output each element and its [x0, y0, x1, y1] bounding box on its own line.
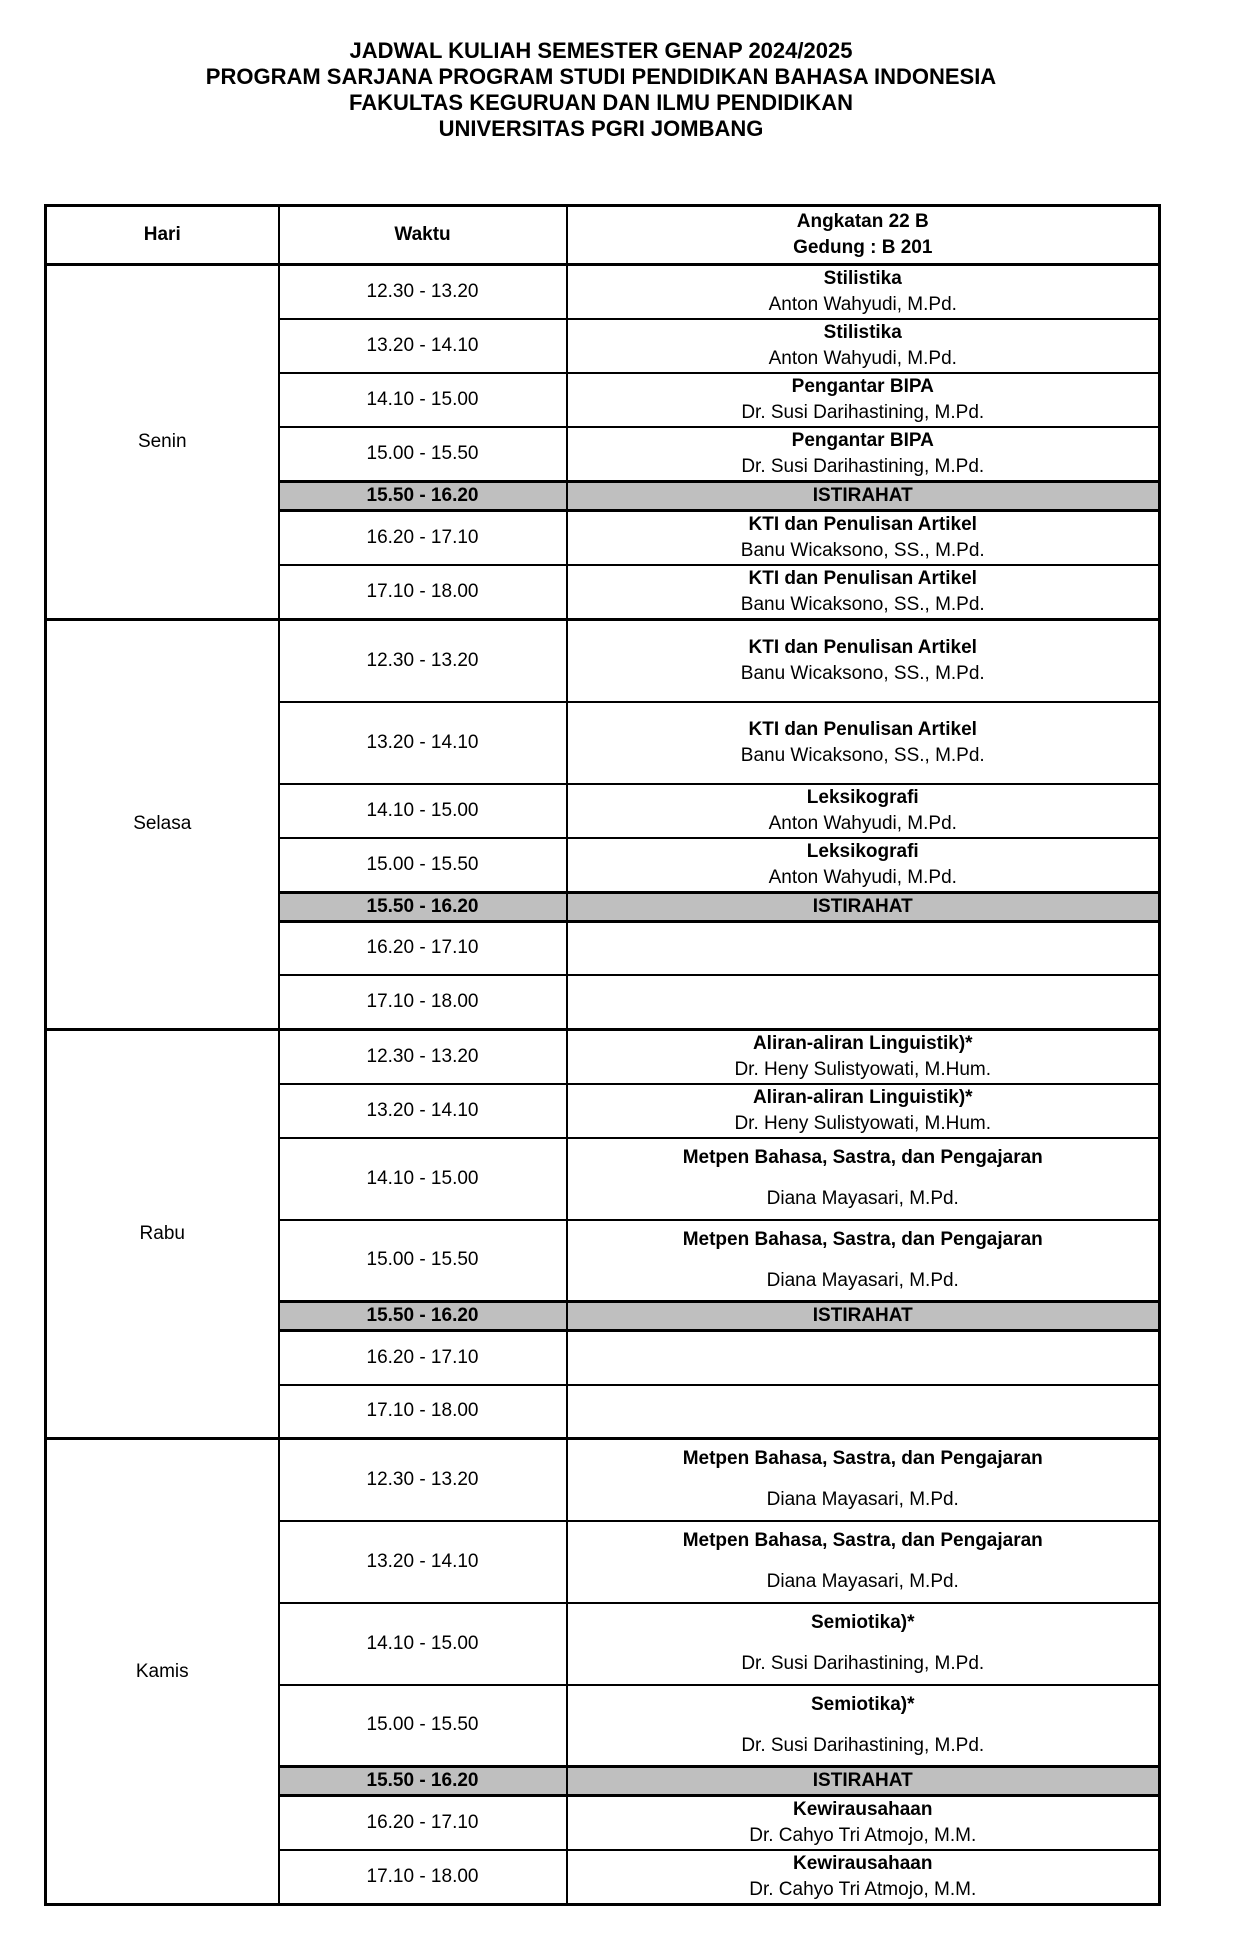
- schedule-row: [46, 1439, 1160, 1521]
- time-cell: 16.20 - 17.10: [279, 1796, 567, 1851]
- lecturer-name: Dr. Susi Darihastining, M.Pd.: [741, 402, 985, 423]
- time-cell: 15.00 - 15.50: [279, 427, 567, 482]
- course-name: Semiotika)*: [811, 1612, 915, 1633]
- lecturer-name: Diana Mayasari, M.Pd.: [766, 1269, 959, 1291]
- lecturer-name: Anton Wahyudi, M.Pd.: [768, 812, 957, 834]
- time-cell: 15.50 - 16.20: [279, 1302, 567, 1331]
- day-cell-kamis: Kamis: [46, 1439, 279, 1905]
- time-cell: 15.00 - 15.50: [279, 838, 567, 893]
- header-row: [46, 206, 1160, 265]
- lecturer-name: Dr. Cahyo Tri Atmojo, M.M.: [749, 1879, 977, 1900]
- header-group-line-2: Gedung : B 201: [793, 237, 933, 258]
- lecturer-name: Banu Wicaksono, SS., M.Pd.: [740, 594, 985, 615]
- time-cell: 14.10 - 15.00: [279, 373, 567, 427]
- lecturer-name: Anton Wahyudi, M.Pd.: [768, 294, 957, 315]
- document-title: [44, 38, 1158, 142]
- time-cell: 13.20 - 14.10: [279, 319, 567, 373]
- course-name: Leksikografi: [806, 786, 919, 808]
- title-line-2: PROGRAM SARJANA PROGRAM STUDI PENDIDIKAN BAHASA INDONESIA: [205, 64, 997, 89]
- lecturer-name: Anton Wahyudi, M.Pd.: [768, 348, 957, 369]
- lecturer-name: Dr. Susi Darihastining, M.Pd.: [741, 456, 985, 477]
- day-cell-senin: Senin: [46, 265, 279, 620]
- course-cell: [567, 427, 1160, 482]
- time-cell: 16.20 - 17.10: [279, 921, 567, 975]
- course-name: Aliran-aliran Linguistik)*: [752, 1086, 973, 1108]
- course-cell: [567, 1850, 1160, 1905]
- time-cell: 15.50 - 16.20: [279, 482, 567, 511]
- course-cell: [567, 1521, 1160, 1603]
- course-name: Pengantar BIPA: [791, 430, 934, 451]
- course-cell: [567, 265, 1160, 320]
- schedule-table: [44, 204, 1161, 1906]
- course-name: Kewirausahaan: [793, 1853, 933, 1874]
- course-name: Metpen Bahasa, Sastra, dan Pengajaran: [682, 1147, 1043, 1168]
- lecturer-name: Banu Wicaksono, SS., M.Pd.: [740, 662, 985, 684]
- course-name: Kewirausahaan: [793, 1799, 933, 1820]
- time-cell: 17.10 - 18.00: [279, 565, 567, 620]
- empty-cell: [567, 1385, 1160, 1439]
- time-cell: 15.50 - 16.20: [279, 1767, 567, 1796]
- course-cell: [567, 838, 1160, 893]
- time-cell: 17.10 - 18.00: [279, 975, 567, 1029]
- course-cell: [567, 319, 1160, 373]
- course-cell: [567, 620, 1160, 702]
- time-cell: 12.30 - 13.20: [279, 1439, 567, 1521]
- time-cell: 15.50 - 16.20: [279, 892, 567, 921]
- time-cell: 16.20 - 17.10: [279, 511, 567, 566]
- course-name: Metpen Bahasa, Sastra, dan Pengajaran: [682, 1448, 1043, 1470]
- lecturer-name: Dr. Cahyo Tri Atmojo, M.M.: [749, 1825, 977, 1846]
- break-cell: ISTIRAHAT: [567, 482, 1160, 511]
- course-name: KTI dan Penulisan Artikel: [748, 568, 977, 589]
- header-group: [567, 206, 1160, 265]
- course-name: Metpen Bahasa, Sastra, dan Pengajaran: [682, 1530, 1043, 1551]
- course-name: KTI dan Penulisan Artikel: [748, 718, 977, 740]
- course-name: KTI dan Penulisan Artikel: [748, 514, 977, 535]
- lecturer-name: Dr. Susi Darihastining, M.Pd.: [741, 1653, 985, 1674]
- course-name: Semiotika)*: [811, 1693, 915, 1715]
- course-name: Metpen Bahasa, Sastra, dan Pengajaran: [682, 1228, 1043, 1250]
- lecturer-name: Diana Mayasari, M.Pd.: [766, 1188, 959, 1209]
- course-cell: [567, 1796, 1160, 1851]
- course-cell: [567, 1029, 1160, 1084]
- time-cell: 13.20 - 14.10: [279, 702, 567, 784]
- time-cell: 16.20 - 17.10: [279, 1331, 567, 1385]
- header-group-line-1: Angkatan 22 B: [796, 211, 929, 232]
- course-name: Leksikografi: [806, 840, 919, 862]
- lecturer-name: Dr. Susi Darihastining, M.Pd.: [741, 1734, 985, 1756]
- schedule-table-body: [46, 265, 1160, 1905]
- course-name: Stilistika: [823, 322, 902, 343]
- course-cell: [567, 784, 1160, 838]
- title-line-1: JADWAL KULIAH SEMESTER GENAP 2024/2025: [349, 38, 853, 63]
- course-cell: [567, 1138, 1160, 1220]
- course-cell: [567, 702, 1160, 784]
- time-cell: 17.10 - 18.00: [279, 1850, 567, 1905]
- time-cell: 15.00 - 15.50: [279, 1685, 567, 1767]
- schedule-table-header: [46, 206, 1160, 265]
- lecturer-name: Banu Wicaksono, SS., M.Pd.: [740, 540, 985, 561]
- lecturer-name: Dr. Heny Sulistyowati, M.Hum.: [734, 1112, 992, 1134]
- title-line-3: FAKULTAS KEGURUAN DAN ILMU PENDIDIKAN: [349, 90, 853, 115]
- lecturer-name: Diana Mayasari, M.Pd.: [766, 1571, 959, 1592]
- time-cell: 13.20 - 14.10: [279, 1521, 567, 1603]
- course-name: KTI dan Penulisan Artikel: [748, 636, 977, 658]
- time-cell: 15.00 - 15.50: [279, 1220, 567, 1302]
- lecturer-name: Diana Mayasari, M.Pd.: [766, 1489, 959, 1511]
- break-cell: ISTIRAHAT: [567, 1767, 1160, 1796]
- course-cell: [567, 1084, 1160, 1138]
- time-cell: 12.30 - 13.20: [279, 1029, 567, 1084]
- lecturer-name: Anton Wahyudi, M.Pd.: [768, 866, 957, 888]
- course-cell: [567, 1220, 1160, 1302]
- course-cell: [567, 565, 1160, 620]
- time-cell: 17.10 - 18.00: [279, 1385, 567, 1439]
- title-line-4: UNIVERSITAS PGRI JOMBANG: [438, 116, 764, 141]
- course-name: Aliran-aliran Linguistik)*: [752, 1032, 973, 1054]
- empty-cell: [567, 921, 1160, 975]
- header-time: Waktu: [279, 206, 567, 265]
- break-cell: ISTIRAHAT: [567, 892, 1160, 921]
- break-cell: ISTIRAHAT: [567, 1302, 1160, 1331]
- time-cell: 14.10 - 15.00: [279, 1603, 567, 1685]
- time-cell: 14.10 - 15.00: [279, 1138, 567, 1220]
- course-name: Pengantar BIPA: [791, 376, 934, 397]
- time-cell: 14.10 - 15.00: [279, 784, 567, 838]
- empty-cell: [567, 975, 1160, 1029]
- lecturer-name: Banu Wicaksono, SS., M.Pd.: [740, 744, 985, 766]
- course-cell: [567, 1439, 1160, 1521]
- course-cell: [567, 373, 1160, 427]
- time-cell: 12.30 - 13.20: [279, 265, 567, 320]
- schedule-row: [46, 265, 1160, 320]
- lecturer-name: Dr. Heny Sulistyowati, M.Hum.: [734, 1058, 992, 1080]
- schedule-row: [46, 1029, 1160, 1084]
- course-name: Stilistika: [823, 268, 902, 289]
- empty-cell: [567, 1331, 1160, 1385]
- course-cell: [567, 511, 1160, 566]
- course-cell: [567, 1685, 1160, 1767]
- time-cell: 13.20 - 14.10: [279, 1084, 567, 1138]
- schedule-row: [46, 620, 1160, 702]
- day-cell-selasa: Selasa: [46, 620, 279, 1030]
- time-cell: 12.30 - 13.20: [279, 620, 567, 702]
- course-cell: [567, 1603, 1160, 1685]
- header-day: Hari: [46, 206, 279, 265]
- day-cell-rabu: Rabu: [46, 1029, 279, 1439]
